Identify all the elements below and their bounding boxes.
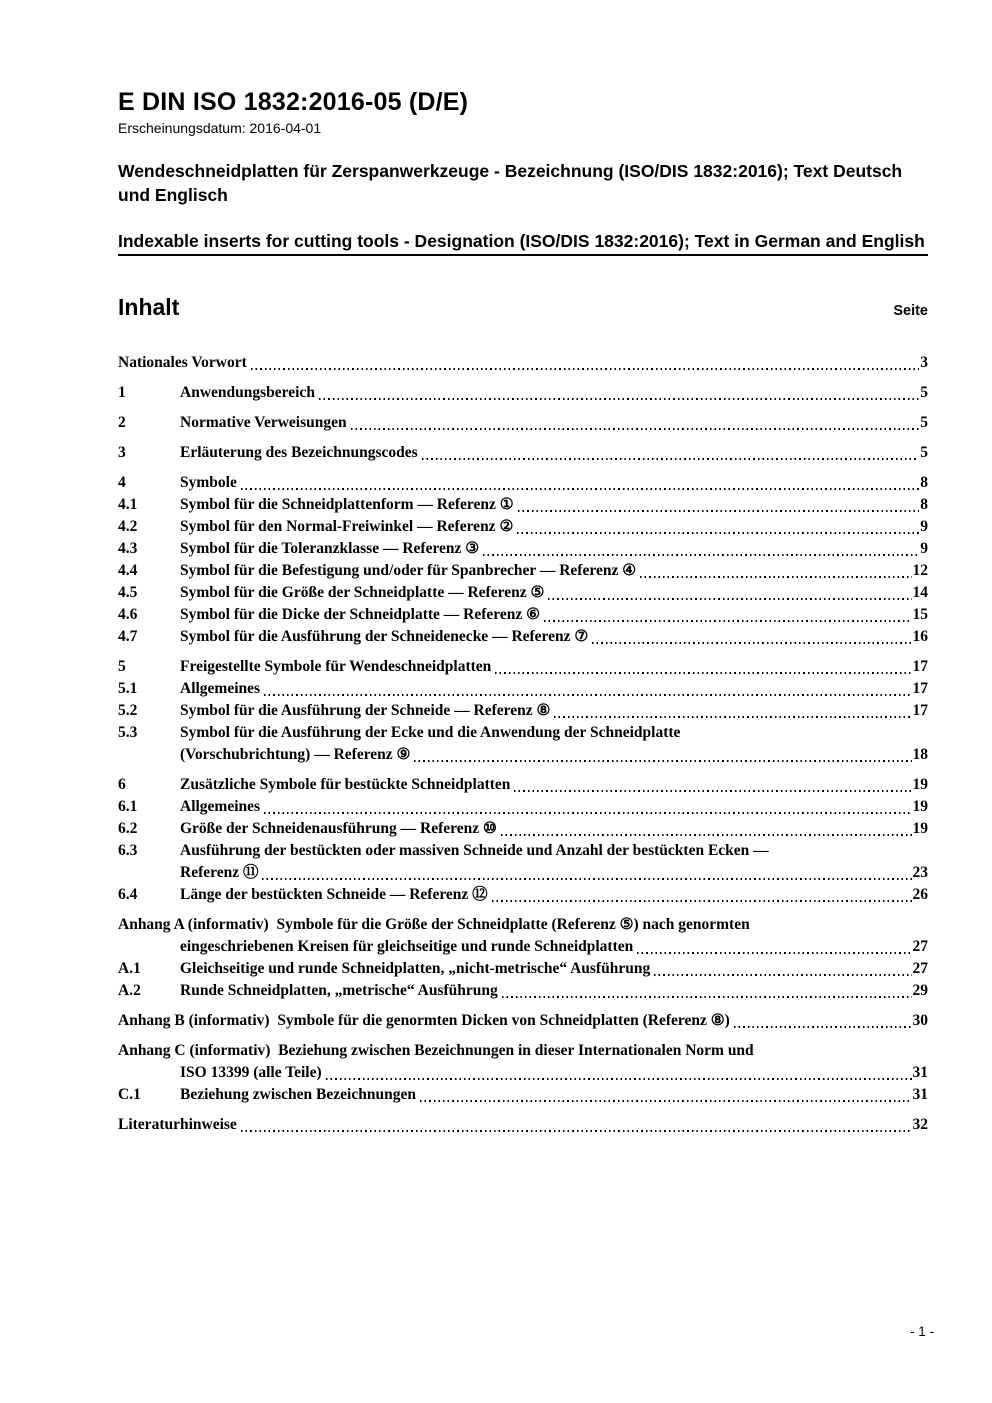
toc-entry-title: Erläuterung des Bezeichnungscodes <box>180 444 418 461</box>
toc-entry-number: A.1 <box>118 960 141 977</box>
toc-entry <box>118 582 928 604</box>
toc-entry-page: 26 <box>912 886 928 903</box>
toc-entry-body <box>180 442 928 464</box>
dot-leader <box>554 716 911 718</box>
dot-leader <box>544 620 911 622</box>
toc-entry-body <box>180 382 928 404</box>
toc-entry-line <box>180 818 928 840</box>
toc-entry-page: 5 <box>920 384 928 401</box>
toc-entry-line <box>180 796 928 818</box>
dot-leader <box>514 790 911 792</box>
toc-entry-line <box>118 1114 928 1136</box>
toc-entry-page: 14 <box>912 584 928 601</box>
toc-entry-number: 5.2 <box>118 702 138 719</box>
toc-entry-page: 32 <box>912 1116 928 1133</box>
toc-entry-title: Symbol für die Größe der Schneidplatte — Referenz ⑤ <box>180 584 545 601</box>
toc-entry-page: 5 <box>920 444 928 461</box>
dot-leader <box>492 900 912 902</box>
dot-leader <box>319 398 919 400</box>
dot-leader <box>640 576 911 578</box>
toc-entry <box>118 560 928 582</box>
toc-entry-title: (Vorschubrichtung) — Referenz ⑨ <box>180 746 411 763</box>
toc-entry-number: 5 <box>118 658 126 675</box>
toc-entry-line <box>118 1062 928 1084</box>
toc-entry-body <box>180 678 928 700</box>
toc-entry-number: 4.6 <box>118 606 138 623</box>
toc-entry-body <box>118 1040 928 1084</box>
table-of-contents <box>118 352 928 1136</box>
toc-entry <box>118 958 928 980</box>
toc-entry-page: 5 <box>920 414 928 431</box>
toc-entry <box>118 700 928 722</box>
toc-entry <box>118 796 928 818</box>
dot-leader <box>251 368 920 370</box>
toc-entry-line <box>180 980 928 1002</box>
toc-header <box>118 294 928 320</box>
toc-entry-number: 4.2 <box>118 518 138 535</box>
toc-entry-line <box>180 1084 928 1106</box>
toc-entry-body <box>180 980 928 1002</box>
toc-entry-page: 19 <box>912 776 928 793</box>
dot-leader <box>592 642 911 644</box>
toc-entry-number: 4.5 <box>118 584 138 601</box>
toc-entry-page: 27 <box>912 960 928 977</box>
toc-entry <box>118 1040 928 1084</box>
toc-entry-line <box>180 958 928 980</box>
dot-leader <box>483 554 919 556</box>
toc-entry-page: 15 <box>912 606 928 623</box>
dot-leader <box>241 1130 912 1132</box>
dot-leader <box>414 760 911 762</box>
toc-entry-title: Literaturhinweise <box>118 1116 237 1133</box>
dot-leader <box>422 458 920 460</box>
toc-entry <box>118 494 928 516</box>
toc-entry-line <box>180 560 928 582</box>
toc-entry <box>118 352 928 374</box>
document-title: E DIN ISO 1832:2016-05 (D/E) <box>118 88 469 116</box>
dot-leader <box>351 428 920 430</box>
toc-entry-number: 4.7 <box>118 628 138 645</box>
toc-entry <box>118 604 928 626</box>
toc-entry-number: 4.1 <box>118 496 138 513</box>
toc-entry <box>118 412 928 434</box>
toc-entry <box>118 840 928 884</box>
toc-entry-line <box>180 862 928 884</box>
toc-entry-page: 17 <box>912 680 928 697</box>
toc-entry-line <box>180 442 928 464</box>
toc-entry-page: 8 <box>920 496 928 513</box>
dot-leader <box>517 532 919 534</box>
dot-leader <box>262 878 911 880</box>
toc-entry-title: Anhang A (informativ) Symbole für die Größe der Schneidplatte (Referenz ⑤) nach genormten <box>118 916 750 933</box>
toc-entry-line <box>180 678 928 700</box>
toc-entry <box>118 442 928 464</box>
toc-title: Inhalt <box>118 294 180 320</box>
toc-entry-title: Freigestellte Symbole für Wendeschneidplatten <box>180 658 492 675</box>
toc-entry-page: 31 <box>912 1086 928 1103</box>
toc-entry <box>118 626 928 648</box>
toc-entry-page: 17 <box>912 658 928 675</box>
toc-entry-line <box>118 914 928 936</box>
toc-entry <box>118 656 928 678</box>
page-number: - 1 - <box>909 1324 934 1339</box>
toc-entry-body <box>180 840 928 884</box>
toc-entry-line <box>180 722 928 744</box>
page-content <box>118 0 928 1136</box>
toc-entry-body <box>180 560 928 582</box>
toc-entry-page: 9 <box>920 518 928 535</box>
toc-entry-line <box>180 538 928 560</box>
toc-entry-line <box>180 700 928 722</box>
toc-entry <box>118 818 928 840</box>
toc-entry <box>118 980 928 1002</box>
toc-entry <box>118 774 928 796</box>
toc-entry-title: Anhang B (informativ) Symbole für die genormten Dicken von Schneidplatten (Referenz ⑧) <box>118 1012 730 1029</box>
toc-entry-title: Symbol für die Befestigung und/oder für Spanbrecher — Referenz ④ <box>180 562 637 579</box>
toc-entry-page: 30 <box>912 1012 928 1029</box>
toc-entry-title: Symbol für die Dicke der Schneidplatte — Referenz ⑥ <box>180 606 541 623</box>
toc-entry-line <box>180 494 928 516</box>
toc-entry-title: Nationales Vorwort <box>118 354 247 371</box>
dot-leader <box>734 1026 912 1028</box>
toc-entry-body <box>180 412 928 434</box>
toc-entry-title: Größe der Schneidenausführung — Referenz ⑩ <box>180 820 497 837</box>
toc-entry-body <box>118 1010 928 1032</box>
dot-leader <box>548 598 911 600</box>
dot-leader <box>264 812 911 814</box>
toc-entry-body <box>180 516 928 538</box>
toc-entry-line <box>180 626 928 648</box>
toc-entry-title: Gleichseitige und runde Schneidplatten, „nicht-metrische“ Ausführung <box>180 960 651 977</box>
toc-entry <box>118 722 928 766</box>
toc-entry-line <box>180 382 928 404</box>
toc-entry-title: Anhang C (informativ) Beziehung zwischen Bezeichnungen in dieser Internationalen Norm und <box>118 1042 754 1059</box>
toc-entry <box>118 1114 928 1136</box>
dot-leader <box>495 672 911 674</box>
toc-entry-title: eingeschriebenen Kreisen für gleichseitige und runde Schneidplatten <box>180 938 634 955</box>
toc-entry-line <box>180 582 928 604</box>
toc-entry <box>118 516 928 538</box>
toc-entry-number: 4.3 <box>118 540 138 557</box>
toc-entry <box>118 472 928 494</box>
toc-entry-title: Symbole <box>180 474 237 491</box>
toc-entry-title: Allgemeines <box>180 798 261 815</box>
publication-date: Erscheinungsdatum: 2016-04-01 <box>118 120 322 136</box>
toc-entry-number: 4 <box>118 474 126 491</box>
toc-entry-title: Beziehung zwischen Bezeichnungen <box>180 1086 416 1103</box>
toc-entry-page: 18 <box>912 746 928 763</box>
toc-entry-body <box>180 604 928 626</box>
toc-entry <box>118 538 928 560</box>
toc-entry-line <box>180 656 928 678</box>
toc-entry-number: 6.3 <box>118 842 138 859</box>
toc-entry-page: 17 <box>912 702 928 719</box>
toc-entry-title: Zusätzliche Symbole für bestückte Schneidplatten <box>180 776 511 793</box>
toc-entry-page: 27 <box>912 938 928 955</box>
toc-entry <box>118 382 928 404</box>
dot-leader <box>637 952 911 954</box>
toc-entry-number: 4.4 <box>118 562 138 579</box>
toc-page-column-label: Seite <box>893 303 928 319</box>
toc-entry-number: 6.4 <box>118 886 138 903</box>
subtitle-english: Indexable inserts for cutting tools - Designation (ISO/DIS 1832:2016); Text in German and English <box>118 231 925 251</box>
toc-entry-page: 12 <box>912 562 928 579</box>
toc-entry-body <box>180 494 928 516</box>
toc-entry-body <box>118 352 928 374</box>
toc-entry-page: 8 <box>920 474 928 491</box>
toc-entry-line <box>180 412 928 434</box>
toc-entry-number: A.2 <box>118 982 141 999</box>
toc-entry-body <box>118 1114 928 1136</box>
toc-entry-number: 6.2 <box>118 820 138 837</box>
toc-entry-line <box>180 840 928 862</box>
toc-entry-body <box>180 582 928 604</box>
dot-leader <box>264 694 911 696</box>
toc-entry-page: 9 <box>920 540 928 557</box>
toc-entry-body <box>180 818 928 840</box>
toc-entry-title: Normative Verweisungen <box>180 414 347 431</box>
toc-entry-line <box>180 774 928 796</box>
toc-entry-body <box>180 958 928 980</box>
toc-entry-body <box>180 656 928 678</box>
toc-entry-title: Symbol für den Normal-Freiwinkel — Referenz ② <box>180 518 514 535</box>
toc-entry <box>118 1010 928 1032</box>
toc-entry-title: Symbol für die Toleranzklasse — Referenz ③ <box>180 540 480 557</box>
toc-entry-body <box>180 796 928 818</box>
dot-leader <box>518 510 920 512</box>
toc-entry-number: 6 <box>118 776 126 793</box>
dot-leader <box>420 1100 912 1102</box>
dot-leader <box>241 488 919 490</box>
toc-entry-title: ISO 13399 (alle Teile) <box>180 1064 322 1081</box>
toc-entry-page: 19 <box>912 820 928 837</box>
toc-entry-page: 19 <box>912 798 928 815</box>
toc-entry-line <box>118 936 928 958</box>
toc-entry-line <box>180 516 928 538</box>
toc-entry-title: Symbol für die Ausführung der Ecke und die Anwendung der Schneidplatte <box>180 724 681 741</box>
toc-entry <box>118 914 928 958</box>
toc-entry-number: 3 <box>118 444 126 461</box>
toc-entry-number: C.1 <box>118 1086 141 1103</box>
toc-entry-page: 16 <box>912 628 928 645</box>
toc-entry-body <box>180 626 928 648</box>
toc-entry-page: 3 <box>920 354 928 371</box>
toc-entry-page: 23 <box>912 864 928 881</box>
toc-entry-number: 5.1 <box>118 680 138 697</box>
toc-entry-body <box>180 538 928 560</box>
toc-entry-line <box>118 1010 928 1032</box>
dot-leader <box>501 834 912 836</box>
toc-entry-body <box>180 700 928 722</box>
dot-leader <box>654 974 911 976</box>
toc-entry-line <box>180 604 928 626</box>
toc-entry-body <box>180 1084 928 1106</box>
toc-entry-number: 2 <box>118 414 126 431</box>
toc-entry-title: Allgemeines <box>180 680 261 697</box>
dot-leader <box>326 1078 912 1080</box>
header-divider <box>118 254 928 256</box>
toc-entry-title: Referenz ⑪ <box>180 864 259 881</box>
toc-entry <box>118 1084 928 1106</box>
toc-entry-body <box>118 914 928 958</box>
toc-entry-line <box>118 1040 928 1062</box>
toc-entry-title: Symbol für die Ausführung der Schneidenecke — Referenz ⑦ <box>180 628 589 645</box>
toc-entry <box>118 678 928 700</box>
toc-entry-page: 31 <box>912 1064 928 1081</box>
toc-entry-page: 29 <box>912 982 928 999</box>
toc-entry-title: Symbol für die Ausführung der Schneide — Referenz ⑧ <box>180 702 551 719</box>
toc-entry-title: Runde Schneidplatten, „metrische“ Ausführung <box>180 982 498 999</box>
toc-entry-title: Symbol für die Schneidplattenform — Referenz ① <box>180 496 514 513</box>
toc-entry-line <box>180 884 928 906</box>
toc-entry-number: 1 <box>118 384 126 401</box>
subtitle-german: Wendeschneidplatten für Zerspanwerkzeuge - Bezeichnung (ISO/DIS 1832:2016); Text Deutsch und Englisch <box>118 161 903 205</box>
toc-entry-title: Länge der bestückten Schneide — Referenz ⑫ <box>180 886 488 903</box>
toc-entry-line <box>180 744 928 766</box>
toc-entry-body <box>180 472 928 494</box>
dot-leader <box>502 996 912 998</box>
toc-entry-number: 6.1 <box>118 798 138 815</box>
toc-entry-number: 5.3 <box>118 724 138 741</box>
toc-entry-line <box>180 472 928 494</box>
toc-entry-line <box>118 352 928 374</box>
toc-entry <box>118 884 928 906</box>
toc-entry-body <box>180 774 928 796</box>
toc-entry-title: Anwendungsbereich <box>180 384 315 401</box>
toc-entry-title: Ausführung der bestückten oder massiven Schneide und Anzahl der bestückten Ecken — <box>180 842 769 859</box>
toc-entry-body <box>180 884 928 906</box>
toc-entry-body <box>180 722 928 766</box>
